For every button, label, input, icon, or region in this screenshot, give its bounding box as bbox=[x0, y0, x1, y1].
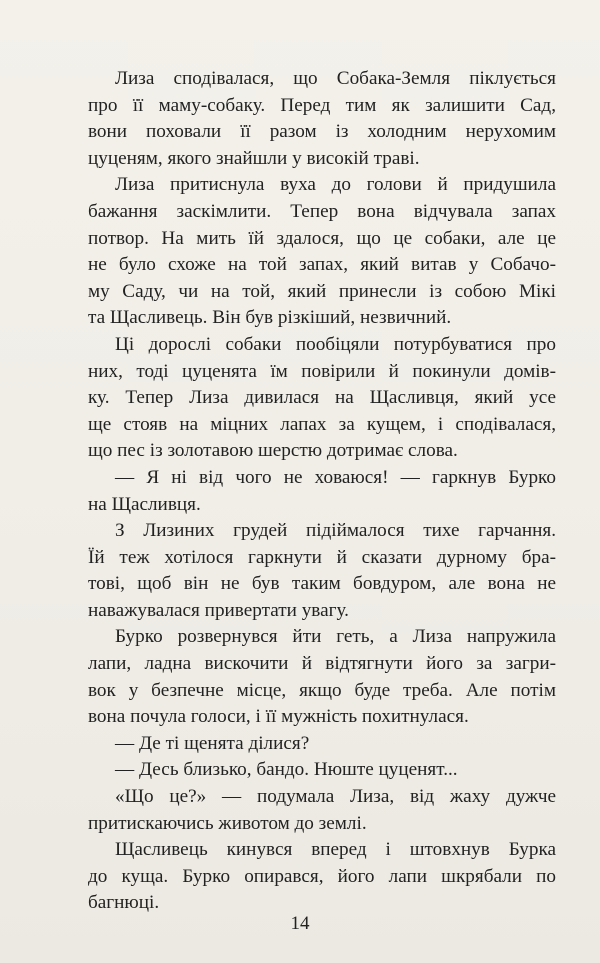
text-line: Лиза сподівалася, що Собака-Земля піклується bbox=[115, 68, 556, 89]
text-line: до куща. Бурко опирався, його лапи шкрябали по bbox=[88, 865, 556, 887]
text-line: З Лизиних грудей підіймалося тихе гарчання. bbox=[115, 520, 556, 542]
text-line: му Саду, чи на той, який принесли із собою Мікі bbox=[88, 280, 556, 302]
text-line: що пес із золотавою шерстю дотримає слова. bbox=[88, 440, 458, 462]
text-line: Бурко розвернувся йти геть, а Лиза напружила bbox=[115, 626, 556, 648]
text-line: — Я ні від чого не ховаюся! — гаркнув Бурко bbox=[115, 466, 556, 488]
text-line: наважувалася привертати увагу. bbox=[88, 599, 349, 621]
text-line: вона почула голоси, і її мужність похитнулася. bbox=[88, 706, 469, 728]
text-line: «Що це?» — подумала Лиза, від жаху дужче bbox=[115, 786, 556, 808]
text-line: тові, щоб він не був таким бовдуром, але вона не bbox=[88, 573, 556, 595]
text-line: — Десь близько, бандо. Нюште цуценят... bbox=[115, 759, 458, 781]
text-line: бажання заскімлити. Тепер вона відчувала запах bbox=[88, 200, 556, 222]
body-text bbox=[88, 66, 556, 917]
text-line: потвор. На мить їй здалося, що це собаки, але це bbox=[88, 227, 556, 249]
text-line: багнюці. bbox=[88, 892, 160, 914]
text-line: ку. Тепер Лиза дивилася на Щасливця, який усе bbox=[88, 387, 556, 409]
text-line: Ці дорослі собаки пообіцяли потурбуватися про bbox=[115, 333, 556, 355]
text-line: не було схоже на той запах, який витав у Собачо- bbox=[88, 254, 556, 276]
text-line: Щасливець кинувся вперед і штовхнув Бурка bbox=[115, 839, 556, 861]
text-line: ще стояв на міцних лапах за кущем, і сподівалася, bbox=[88, 413, 556, 435]
text-line: Лиза притиснула вуха до голови й придушила bbox=[115, 174, 556, 196]
text-line: Їй теж хотілося гаркнути й сказати дурному бра- bbox=[88, 546, 556, 568]
text-line: — Де ті щенята ділися? bbox=[115, 732, 310, 754]
text-line: вони поховали її разом із холодним нерухомим bbox=[88, 121, 556, 143]
text-line: лапи, ладна вискочити й відтягнути його за загри- bbox=[88, 653, 556, 675]
text-line: та Щасливець. Він був різкіший, незвичний. bbox=[88, 307, 452, 329]
page-number: 14 bbox=[290, 913, 310, 934]
text-line: про її маму-собаку. Перед тим як залишити Сад, bbox=[88, 94, 556, 116]
text-line: притискаючись животом до землі. bbox=[88, 812, 367, 834]
text-line: них, тоді цуценята їм повірили й покинули домів- bbox=[88, 360, 556, 382]
text-line: на Щасливця. bbox=[88, 493, 201, 515]
text-line: цуценям, якого знайшли у високій траві. bbox=[88, 147, 420, 169]
text-line: вок у безпечне місце, якщо буде треба. Але потім bbox=[88, 679, 556, 701]
